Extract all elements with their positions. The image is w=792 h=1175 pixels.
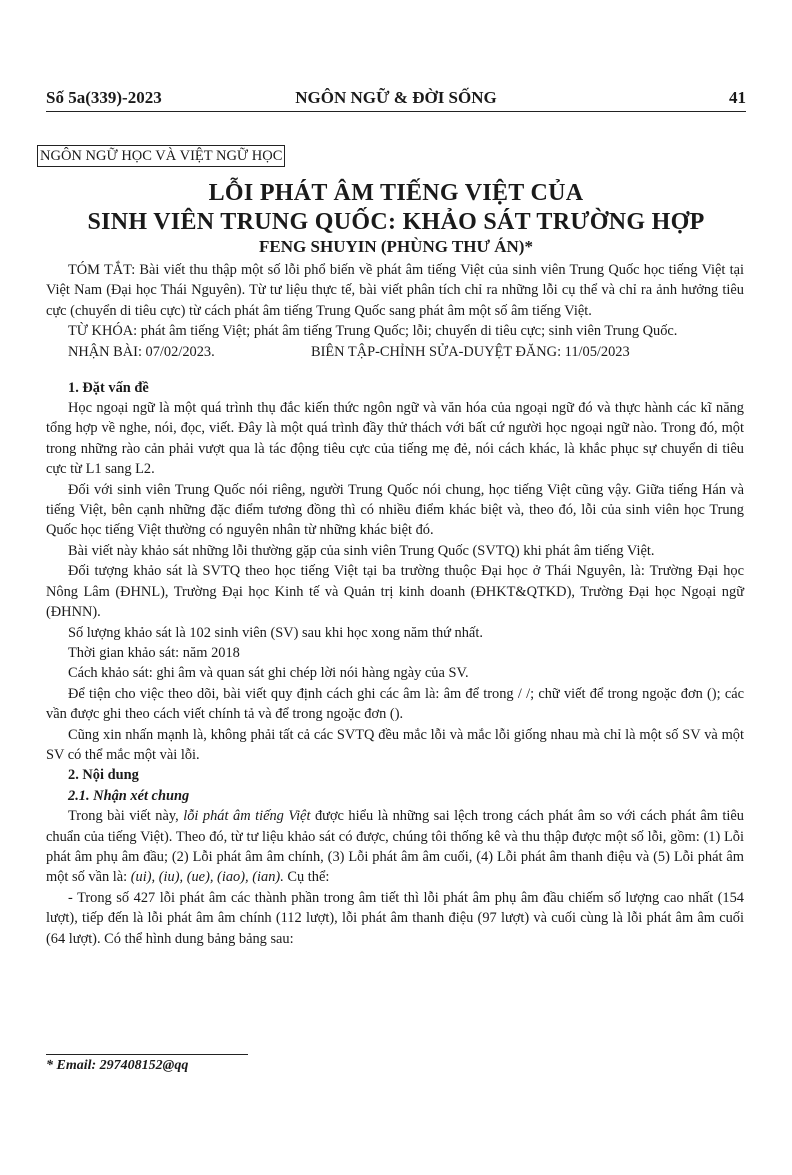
author-name: FENG SHUYIN (PHÙNG THƯ ÁN)* (259, 237, 533, 256)
page-number: 41 (729, 88, 746, 107)
footnote-email: * Email: 297408152@qq (46, 1058, 189, 1073)
title-line-1: LỖI PHÁT ÂM TIẾNG VIỆT CỦA (208, 180, 584, 206)
paragraph: Số lượng khảo sát là 102 sinh viên (SV) sau khi học xong năm thứ nhất. (68, 624, 483, 641)
abstract-block (46, 260, 744, 364)
section-tag: NGÔN NGỮ HỌC VÀ VIỆT NGỮ HỌC (37, 145, 285, 167)
running-header (46, 88, 746, 112)
keywords: TỪ KHÓA: phát âm tiếng Việt; phát âm tiếng Trung Quốc; lỗi; chuyển di tiêu cực; sinh viên Trung Quốc. (68, 323, 678, 340)
text-run: được hiểu là những sai lệch trong cách phát âm so với cách phát âm tiêu chuẩn của tiếng Việt). Theo đó, từ tư liệu khảo sát có được, chúng tôi thống kê và thu thập được một số lỗi, gồm: (1) Lỗi phát âm phụ âm đầu; (2) Lỗi phát âm âm chính, (3) Lỗi phát âm âm cuối, (4) Lỗi phát âm thanh điệu và (5) Lỗi phát âm một số vần là: (46, 808, 744, 886)
paragraph: Đối tượng khảo sát là SVTQ theo học tiếng Việt tại ba trường thuộc Đại học ở Thái Nguyên, là: Trường Đại học Nông Lâm (ĐHNL), Trường Đại học Kinh tế và Quản trị kinh doanh (ĐHKT&QTKD), Trường Đại học Ngoại ngữ (ĐHNN). (46, 563, 744, 621)
defined-term: lỗi phát âm tiếng Việt (183, 808, 311, 825)
article-body (46, 260, 744, 949)
issue-number: Số 5a(339)-2023 (46, 88, 162, 107)
footnote-rule (46, 1054, 248, 1055)
text-run: Cụ thể: (283, 869, 330, 886)
section-1-heading: 1. Đặt vấn đề (68, 379, 149, 396)
header-rule (46, 111, 746, 112)
vowel-list: (ui), (iu), (ue), (iao), (ian). (130, 869, 284, 886)
section-2-heading: 2. Nội dung (68, 767, 139, 784)
accepted-date: BIÊN TẬP-CHỈNH SỬA-DUYỆT ĐĂNG: 11/05/2023 (311, 343, 630, 360)
abstract: TÓM TẮT: Bài viết thu thập một số lỗi phổ biến về phát âm tiếng Việt của sinh viên Trung Quốc học tiếng Việt tại Việt Nam (Đại học Thái Nguyên). Từ tư liệu thực tế, bài viết phân tích chỉ ra những lỗi cụ thể và chỉ ra ảnh hưởng tiêu cực (chuyển di tiêu cực) từ cách phát âm tiếng Trung Quốc sang phát âm một số âm tiếng Việt. (46, 262, 744, 319)
paragraph: - Trong số 427 lỗi phát âm các thành phần trong âm tiết thì lỗi phát âm phụ âm đầu chiếm số lượng cao nhất (154 lượt), tiếp đến là lỗi phát âm âm chính (112 lượt), lỗi phát âm thanh điệu (97 lượt) và cuối cùng là lỗi phát âm âm cuối (64 lượt). Có thể hình dung bảng bảng sau: (46, 889, 744, 947)
paragraph: Học ngoại ngữ là một quá trình thụ đắc kiến thức ngôn ngữ và văn hóa của ngoại ngữ đó và thực hành các kĩ năng tổng hợp về nghe, nói, đọc, viết. Đây là một quá trình đầy thử thách với bất cứ người học ngoại ngữ nào. Trong đó, một trong những rào cản phải vượt qua là tác động tiêu cực của tiếng mẹ đẻ, nói cách khác, là khắc phục sự chuyển di tiêu cực từ L1 sang L2. (46, 400, 744, 478)
paragraph: Đối với sinh viên Trung Quốc nói riêng, người Trung Quốc nói chung, học tiếng Việt cũng vậy. Giữa tiếng Hán và tiếng Việt, bên cạnh những đặc điểm tương đồng thì có nhiều điểm khác biệt và, theo đó, lỗi của sinh viên học Trung Quốc học tiếng Việt thường có nguyên nhân từ những khác biệt đó. (46, 481, 744, 539)
text-run: Trong bài viết này, (68, 808, 184, 825)
title-line-2: SINH VIÊN TRUNG QUỐC: KHẢO SÁT TRƯỜNG HỢP (87, 209, 705, 235)
paragraph (46, 806, 744, 888)
paragraph: Bài viết này khảo sát những lỗi thường gặp của sinh viên Trung Quốc (SVTQ) khi phát âm tiếng Việt. (68, 542, 655, 559)
paragraph: Thời gian khảo sát: năm 2018 (68, 644, 240, 661)
received-date: NHẬN BÀI: 07/02/2023. (68, 343, 215, 360)
article-dates (46, 342, 744, 364)
paragraph: Cũng xin nhấn mạnh là, không phải tất cả các SVTQ đều mắc lỗi và mắc lỗi giống nhau mà chỉ là một số SV và một SV có thể mắc một vài lỗi. (46, 726, 744, 763)
section-2-1-heading: 2.1. Nhận xét chung (68, 787, 190, 804)
journal-name: NGÔN NGỮ & ĐỜI SỐNG (295, 88, 497, 107)
paragraph: Để tiện cho việc theo dõi, bài viết quy định cách ghi các âm là: âm để trong / /; chữ viết để trong ngoặc đơn (); các vần được ghi theo cách viết chính tả và để trong ngoặc đơn (). (46, 685, 744, 723)
paragraph: Cách khảo sát: ghi âm và quan sát ghi chép lời nói hàng ngày của SV. (68, 665, 469, 682)
